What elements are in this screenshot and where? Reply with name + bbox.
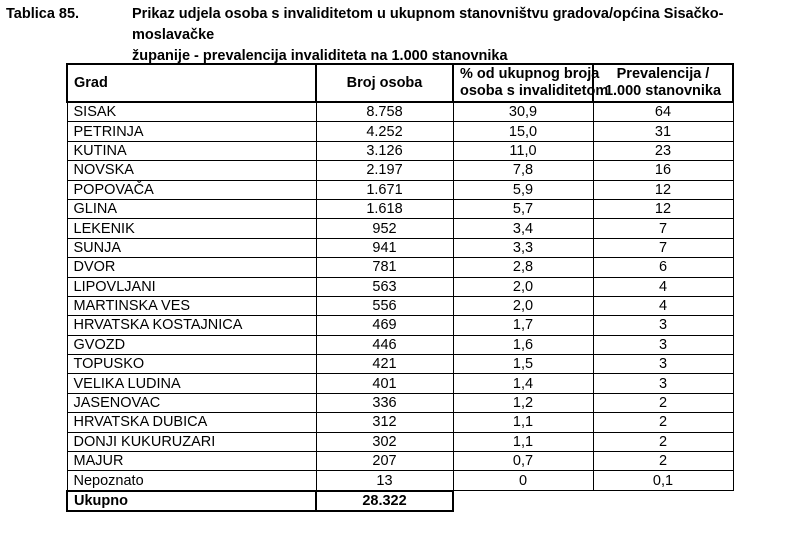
cell-udio: 1,1 xyxy=(453,432,593,451)
cell-broj-osoba: 336 xyxy=(316,393,453,412)
cell-udio: 3,3 xyxy=(453,238,593,257)
cell-udio: 7,8 xyxy=(453,161,593,180)
cell-udio: 2,0 xyxy=(453,296,593,315)
cell-broj-osoba: 302 xyxy=(316,432,453,451)
cell-prevalencija: 64 xyxy=(593,102,733,122)
cell-prevalencija: 2 xyxy=(593,413,733,432)
cell-broj-osoba: 8.758 xyxy=(316,102,453,122)
header-prevalencija xyxy=(593,64,733,102)
table-row xyxy=(67,258,733,277)
header-broj-osoba: Broj osoba xyxy=(316,64,453,102)
cell-prevalencija: 12 xyxy=(593,199,733,218)
header-prevalencija-line-1: Prevalencija / xyxy=(616,66,710,82)
cell-prevalencija: 7 xyxy=(593,219,733,238)
table-row xyxy=(67,374,733,393)
cell-udio: 11,0 xyxy=(453,141,593,160)
cell-prevalencija: 4 xyxy=(593,277,733,296)
cell-grad: HRVATSKA DUBICA xyxy=(67,413,316,432)
table-row xyxy=(67,238,733,257)
cell-prevalencija: 3 xyxy=(593,316,733,335)
cell-prevalencija: 3 xyxy=(593,335,733,354)
cell-prevalencija: 6 xyxy=(593,258,733,277)
cell-broj-osoba: 207 xyxy=(316,452,453,471)
total-label: Ukupno xyxy=(67,491,316,511)
cell-prevalencija: 7 xyxy=(593,238,733,257)
table-row xyxy=(67,296,733,315)
table-row xyxy=(67,277,733,296)
cell-grad: DONJI KUKURUZARI xyxy=(67,432,316,451)
cell-grad: Nepoznato xyxy=(67,471,316,491)
cell-udio: 2,8 xyxy=(453,258,593,277)
cell-prevalencija: 23 xyxy=(593,141,733,160)
table-row xyxy=(67,471,733,491)
table-header-row xyxy=(67,64,733,102)
total-empty-cell xyxy=(593,491,733,511)
cell-grad: DVOR xyxy=(67,258,316,277)
cell-broj-osoba: 469 xyxy=(316,316,453,335)
table-row xyxy=(67,102,733,122)
table-row xyxy=(67,141,733,160)
cell-broj-osoba: 1.618 xyxy=(316,199,453,218)
cell-udio: 1,7 xyxy=(453,316,593,335)
cell-broj-osoba: 446 xyxy=(316,335,453,354)
cell-udio: 3,4 xyxy=(453,219,593,238)
total-broj: 28.322 xyxy=(316,491,453,511)
header-udio-line-2: osoba s invaliditetom xyxy=(460,83,609,99)
cell-prevalencija: 4 xyxy=(593,296,733,315)
cell-prevalencija: 12 xyxy=(593,180,733,199)
table-row xyxy=(67,355,733,374)
cell-prevalencija: 16 xyxy=(593,161,733,180)
cell-udio: 1,4 xyxy=(453,374,593,393)
cell-broj-osoba: 4.252 xyxy=(316,122,453,141)
cell-broj-osoba: 401 xyxy=(316,374,453,393)
table-row xyxy=(67,432,733,451)
table-row xyxy=(67,122,733,141)
cell-broj-osoba: 421 xyxy=(316,355,453,374)
cell-grad: MARTINSKA VES xyxy=(67,296,316,315)
cell-grad: LEKENIK xyxy=(67,219,316,238)
cell-grad: NOVSKA xyxy=(67,161,316,180)
header-prevalencija-line-2: 1.000 stanovnika xyxy=(604,83,722,99)
cell-grad: SISAK xyxy=(67,102,316,122)
cell-broj-osoba: 941 xyxy=(316,238,453,257)
table-title-line-1: Prikaz udjela osoba s invaliditetom u ukupnom stanovništvu gradova/općina Sisačko-moslavačke xyxy=(132,6,724,43)
table-row xyxy=(67,316,733,335)
cell-udio: 1,5 xyxy=(453,355,593,374)
table-body xyxy=(67,102,733,491)
cell-grad: MAJUR xyxy=(67,452,316,471)
cell-udio: 5,9 xyxy=(453,180,593,199)
cell-grad: PETRINJA xyxy=(67,122,316,141)
cell-broj-osoba: 13 xyxy=(316,471,453,491)
cell-broj-osoba: 556 xyxy=(316,296,453,315)
cell-udio: 0,7 xyxy=(453,452,593,471)
table-title xyxy=(132,4,792,67)
cell-prevalencija: 0,1 xyxy=(593,471,733,491)
table-row xyxy=(67,452,733,471)
cell-grad: GLINA xyxy=(67,199,316,218)
cell-broj-osoba: 563 xyxy=(316,277,453,296)
cell-udio: 2,0 xyxy=(453,277,593,296)
header-grad: Grad xyxy=(67,64,316,102)
table-row xyxy=(67,161,733,180)
cell-grad: VELIKA LUDINA xyxy=(67,374,316,393)
disability-prevalence-table xyxy=(66,63,734,512)
cell-prevalencija: 3 xyxy=(593,374,733,393)
cell-udio: 15,0 xyxy=(453,122,593,141)
cell-udio: 0 xyxy=(453,471,593,491)
cell-udio: 30,9 xyxy=(453,102,593,122)
cell-prevalencija: 2 xyxy=(593,452,733,471)
cell-broj-osoba: 781 xyxy=(316,258,453,277)
cell-broj-osoba: 3.126 xyxy=(316,141,453,160)
header-udio xyxy=(453,64,609,102)
cell-broj-osoba: 2.197 xyxy=(316,161,453,180)
cell-broj-osoba: 952 xyxy=(316,219,453,238)
cell-grad: JASENOVAC xyxy=(67,393,316,412)
table-row xyxy=(67,199,733,218)
cell-broj-osoba: 1.671 xyxy=(316,180,453,199)
cell-grad: LIPOVLJANI xyxy=(67,277,316,296)
cell-grad: KUTINA xyxy=(67,141,316,160)
table-number: Tablica 85. xyxy=(6,6,80,22)
header-udio-line-1: % od ukupnog broja xyxy=(460,66,600,82)
cell-grad: SUNJA xyxy=(67,238,316,257)
cell-udio: 5,7 xyxy=(453,199,593,218)
total-row xyxy=(67,491,733,511)
cell-prevalencija: 31 xyxy=(593,122,733,141)
cell-grad: POPOVAČA xyxy=(67,180,316,199)
cell-grad: HRVATSKA KOSTAJNICA xyxy=(67,316,316,335)
cell-grad: GVOZD xyxy=(67,335,316,354)
cell-grad: TOPUSKO xyxy=(67,355,316,374)
table-row xyxy=(67,335,733,354)
cell-broj-osoba: 312 xyxy=(316,413,453,432)
table-row xyxy=(67,180,733,199)
cell-udio: 1,2 xyxy=(453,393,593,412)
cell-prevalencija: 2 xyxy=(593,432,733,451)
table-row xyxy=(67,413,733,432)
cell-prevalencija: 3 xyxy=(593,355,733,374)
cell-udio: 1,1 xyxy=(453,413,593,432)
table-row xyxy=(67,393,733,412)
table-title-line-2: županije - prevalencija invaliditeta na 1.000 stanovnika xyxy=(132,48,508,64)
total-empty-cell xyxy=(453,491,593,511)
cell-udio: 1,6 xyxy=(453,335,593,354)
table-row xyxy=(67,219,733,238)
cell-prevalencija: 2 xyxy=(593,393,733,412)
